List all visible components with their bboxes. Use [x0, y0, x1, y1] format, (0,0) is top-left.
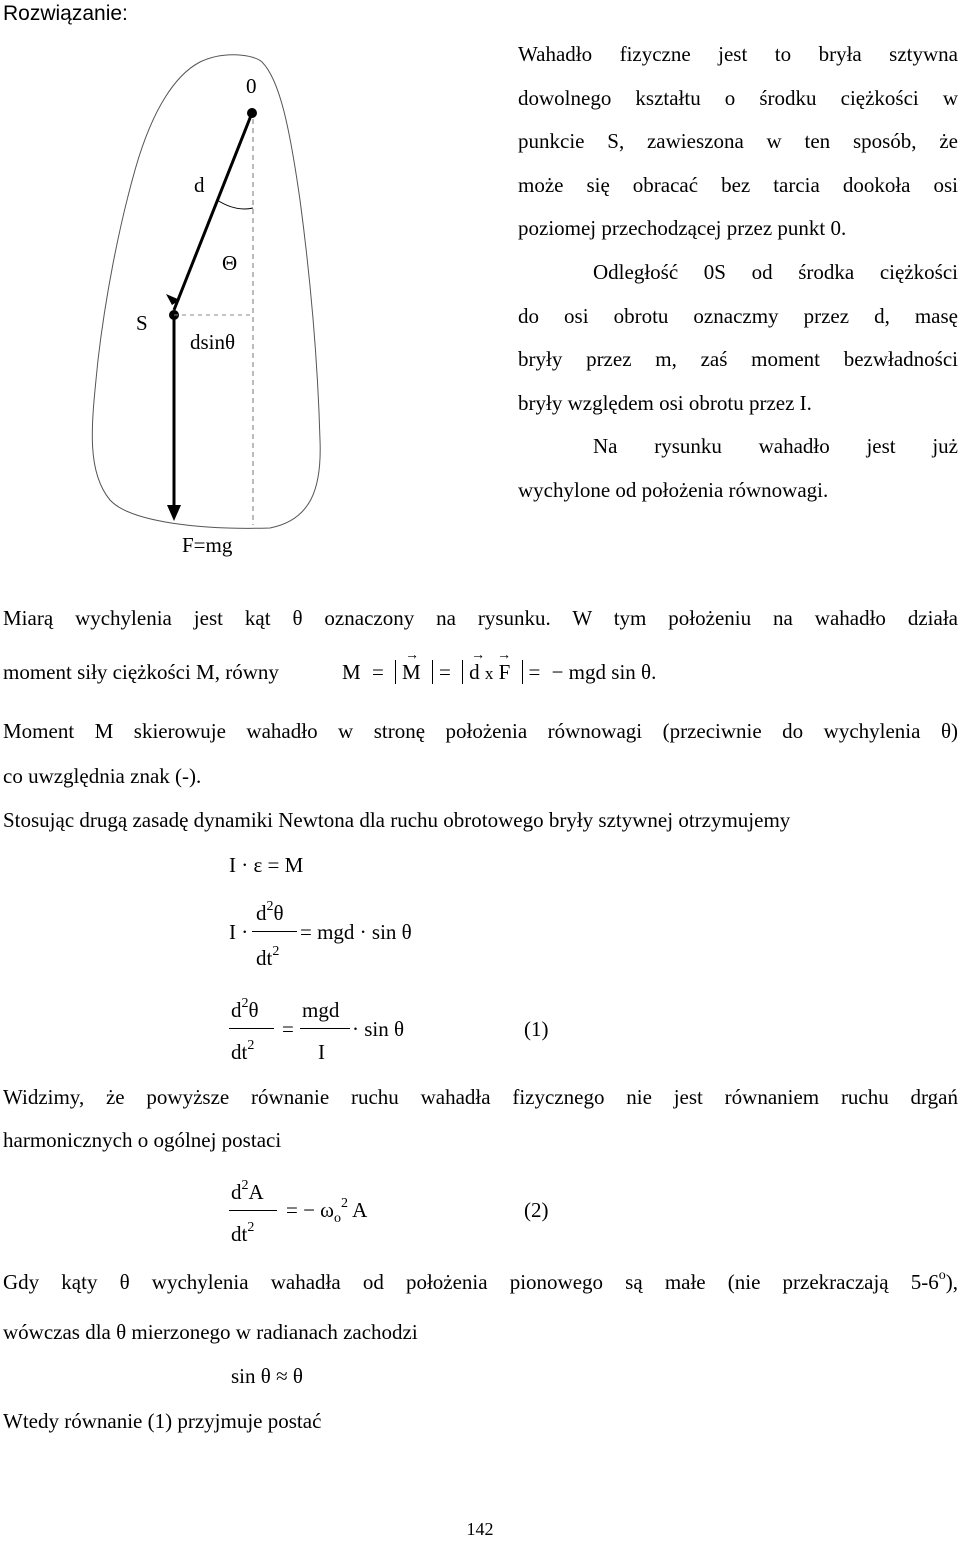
eq-symbol: . — [651, 660, 657, 684]
eq-d-rhs — [286, 1198, 367, 1227]
abs-cross-product: → d x → F — [462, 660, 522, 684]
fraction-bar — [300, 1028, 350, 1029]
equation-tag: (1) — [524, 1017, 549, 1041]
paragraph-line: Stosując drugą zasadę dynamiki Newtona dla ruchu obrotowego bryły sztywnej otrzymujemy — [3, 808, 791, 832]
fraction-bar — [229, 1210, 277, 1211]
eq-b-rhs: = mgd · sin θ — [300, 920, 412, 944]
paragraph-line — [3, 1270, 958, 1295]
equation-tag: (2) — [524, 1198, 549, 1222]
eq-symbol: θ — [248, 998, 259, 1022]
eq-symbol: dt — [231, 1040, 248, 1064]
equation-small-angle: sin θ ≈ θ — [231, 1364, 303, 1388]
eq-symbol: d — [231, 998, 242, 1022]
pendulum-arm — [174, 113, 252, 310]
paragraph-line: harmonicznych o ogólnej postaci — [3, 1128, 282, 1152]
paragraph-line: wówczas dla θ mierzonego w radianach zachodzi — [3, 1320, 418, 1344]
equation-newton: I · ε = M — [229, 853, 304, 877]
eq-symbol: A — [248, 1180, 264, 1204]
paragraph-line: Miarą wychylenia jest kąt θ oznaczony na rysunku. W tym położeniu na wahadło działa — [3, 606, 958, 630]
paragraph-line: Wtedy równanie (1) przyjmuje postać — [3, 1409, 322, 1433]
eq-symbol: = — [371, 660, 384, 684]
eq-symbol: 2 — [241, 1178, 249, 1193]
label-force-F-mg: F=mg — [182, 533, 233, 557]
eq-symbol: A — [352, 1198, 368, 1222]
eq-symbol: 2 — [241, 996, 249, 1011]
eq-symbol: = — [528, 660, 541, 684]
intro-line: wychylone od położenia równowagi. — [518, 477, 829, 502]
eq-c-denominator-2: I — [318, 1040, 325, 1064]
eq-symbol: o — [334, 1211, 342, 1227]
eq-b-numerator — [256, 901, 284, 926]
eq-symbol: d — [231, 1180, 242, 1204]
eq-c-denominator — [231, 1040, 254, 1065]
eq-symbol: F — [498, 660, 511, 684]
eq-c-numerator — [231, 998, 259, 1023]
intro-line: punkcie S, zawieszona w ten sposób, że — [518, 129, 958, 154]
intro-line: Na rysunku wahadło jest już — [593, 434, 958, 459]
eq-symbol: dt — [231, 1222, 248, 1246]
intro-line: bryły względem osi obrotu przez I. — [518, 390, 812, 415]
label-point-S: S — [136, 311, 148, 335]
degree-superscript: o — [938, 1268, 946, 1283]
eq-b-denominator — [256, 946, 279, 971]
eq-symbol: x — [484, 664, 494, 683]
eq-symbol: 2 — [341, 1196, 349, 1211]
paragraph-line: Widzimy, że powyższe równanie ruchu wahadła fizycznego nie jest równaniem ruchu drgań — [3, 1085, 958, 1109]
section-heading: Rozwiązanie: — [3, 2, 128, 25]
eq-c-numerator-2: mgd — [302, 998, 340, 1022]
eq-d-denominator — [231, 1222, 254, 1247]
moment-equation — [342, 648, 657, 685]
paragraph-line: co uwzględnia znak (-). — [3, 764, 202, 788]
eq-symbol: θ — [273, 901, 284, 925]
eq-symbol: 2 — [272, 944, 280, 959]
eq-symbol: d — [256, 901, 267, 925]
eq-symbol: = − ω — [286, 1198, 335, 1222]
force-arrowhead — [167, 505, 181, 521]
paragraph-line: moment siły ciężkości M, równy — [3, 660, 279, 684]
eq-symbol: 2 — [266, 899, 274, 914]
intro-line: może się obracać bez tarcia dookoła osi — [518, 172, 958, 197]
abs-value-M: → M — [395, 660, 433, 684]
intro-line: do osi obrotu oznaczmy przez d, masę — [518, 303, 958, 328]
eq-symbol: dt — [256, 946, 273, 970]
rigid-body-outline — [92, 55, 320, 529]
intro-line: bryły przez m, zaś moment bezwładności — [518, 347, 958, 372]
paragraph-line: Moment M skierowuje wahadło w stronę położenia równowagi (przeciwnie do wychylenia θ) — [3, 719, 958, 743]
eq-symbol: − mgd sin θ — [551, 660, 652, 684]
pendulum-figure — [0, 20, 500, 580]
eq-symbol: 2 — [247, 1220, 255, 1235]
intro-line: Wahadło fizyczne jest to bryła sztywna — [518, 42, 958, 66]
eq-b-lhs: I · — [229, 920, 249, 944]
eq-symbol: = — [438, 660, 451, 684]
eq-symbol: d — [469, 660, 480, 684]
paragraph-text: ), — [945, 1270, 958, 1294]
angle-arc — [217, 200, 253, 209]
fraction-bar — [252, 931, 297, 932]
intro-line: Odległość 0S od środka ciężkości — [593, 259, 958, 284]
intro-line: poziomej przechodzącej przez punkt 0. — [518, 216, 847, 241]
eq-c-equals: = — [282, 1017, 294, 1041]
paragraph-text: Gdy kąty θ wychylenia wahadła od położenia pionowego są małe (nie przekraczają 5-6 — [3, 1270, 939, 1294]
eq-symbol: 2 — [247, 1038, 255, 1053]
fraction-bar — [229, 1028, 274, 1029]
eq-symbol: M — [342, 660, 361, 684]
label-dsin-theta: dsinθ — [190, 330, 236, 354]
page-number: 142 — [466, 1519, 494, 1539]
label-pivot-0: 0 — [246, 74, 257, 98]
eq-c-rhs: · sin θ — [352, 1017, 405, 1041]
eq-symbol: M — [402, 660, 421, 684]
label-distance-d: d — [194, 173, 205, 197]
intro-paragraph — [518, 33, 958, 513]
eq-d-numerator — [231, 1180, 264, 1205]
label-angle-theta: Θ — [222, 251, 238, 275]
intro-line: dowolnego kształtu o środku ciężkości w — [518, 85, 958, 110]
